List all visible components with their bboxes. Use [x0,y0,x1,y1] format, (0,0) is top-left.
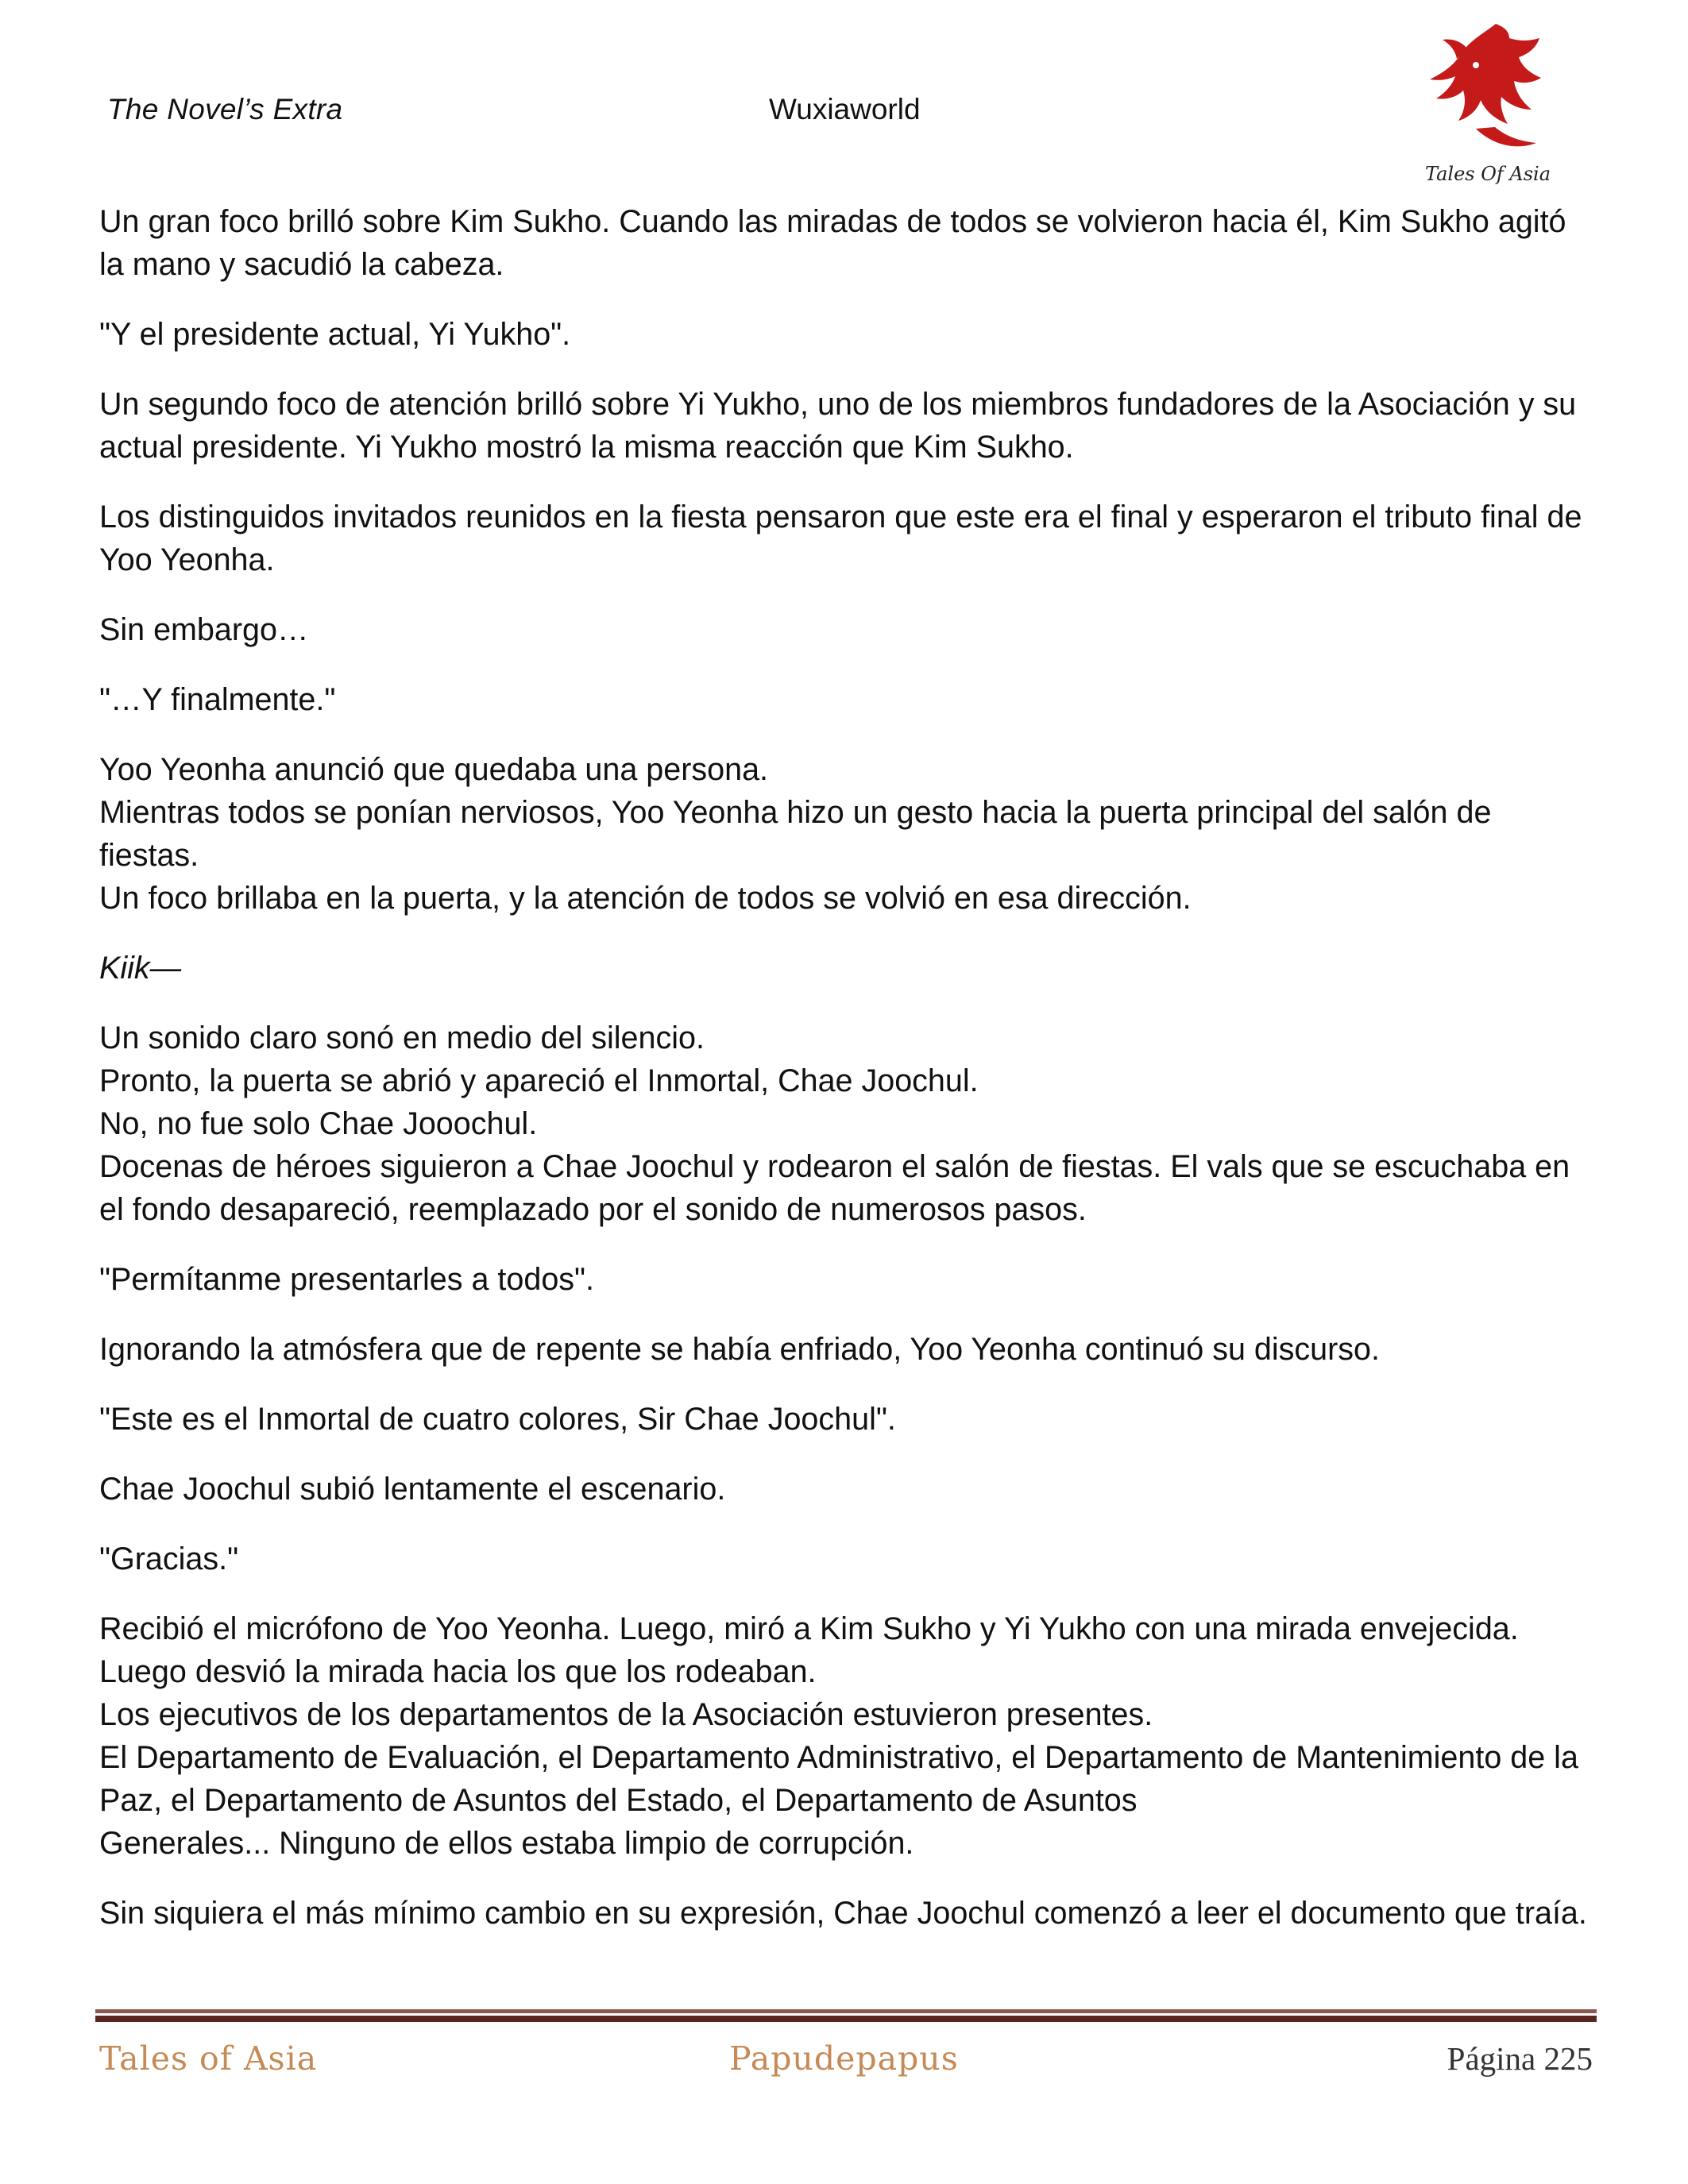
paragraph-line: "…Y finalmente." [99,682,336,717]
paragraph-line: Recibió el micrófono de Yoo Yeonha. Luego, miró a Kim Sukho y Yi Yukho con una mirada envejecida. Luego desvió la mirada hacia los que los rodeaban. [99,1611,1519,1689]
header-site-name: Wuxiaworld [769,93,921,125]
paragraph-line: Los ejecutivos de los departamentos de la Asociación estuvieron presentes. [99,1697,1153,1732]
paragraph [99,1258,1593,1301]
footer-divider [95,2009,1597,2024]
chapter-body [99,200,1593,1962]
paragraph-line: Kiik— [99,951,182,986]
paragraph-line: El Departamento de Evaluación, el Departamento Administrativo, el Departamento de Mantenimiento de la Paz, el Departamento de Asuntos del Estado, el Departamento de Asuntos [99,1740,1578,1818]
footer-divider-line-bottom [95,2016,1597,2022]
paragraph-line: Pronto, la puerta se abrió y apareció el Inmortal, Chae Joochul. [99,1063,979,1098]
paragraph-line: Docenas de héroes siguieron a Chae Joochul y rodearon el salón de fiestas. El vals que se escuchaba en el fondo desapareció, reemplazado por el sonido de numerosos pasos. [99,1149,1570,1227]
paragraph [99,608,1593,651]
paragraph-line: Un segundo foco de atención brilló sobre Yi Yukho, uno de los miembros fundadores de la Asociación y su actual presidente. Yi Yukho mostró la misma reacción que Kim Sukho. [99,387,1577,465]
paragraph [99,947,1593,990]
paragraph [99,1328,1593,1371]
paragraph [99,383,1593,469]
footer-divider-line-top [95,2009,1597,2013]
paragraph [99,313,1593,356]
paragraph-line: Chae Joochul subió lentamente el escenario. [99,1472,726,1507]
paragraph-line: "Permítanme presentarles a todos". [99,1262,595,1297]
paragraph [99,1538,1593,1580]
tales-of-asia-logo [1420,17,1555,188]
footer-translator: Papudepapus [729,2039,959,2078]
paragraph-line: "Y el presidente actual, Yi Yukho". [99,317,571,352]
footer-site-name: Tales of Asia [99,2039,318,2078]
paragraph-line: Ignorando la atmósfera que de repente se había enfriado, Yoo Yeonha continuó su discurso. [99,1332,1380,1367]
paragraph [99,748,1593,920]
paragraph-line: "Gracias." [99,1542,239,1576]
paragraph-line: Los distinguidos invitados reunidos en la fiesta pensaron que este era el final y esperaron el tributo final de Yoo Yeonha. [99,500,1582,577]
paragraph [99,1892,1593,1935]
red-dragon-icon [1430,24,1541,146]
paragraph [99,1398,1593,1441]
paragraph [99,1468,1593,1511]
page-number: Página 225 [1447,2040,1593,2077]
paragraph-line: Sin siquiera el más mínimo cambio en su expresión, Chae Joochul comenzó a leer el documento que traía. [99,1896,1587,1931]
paragraph-line: No, no fue solo Chae Jooochul. [99,1106,538,1141]
header-novel-title: The Novel’s Extra [107,93,343,125]
paragraph [99,496,1593,581]
paragraph-line: Generales... Ninguno de ellos estaba limpio de corrupción. [99,1826,914,1861]
paragraph-line: Un gran foco brilló sobre Kim Sukho. Cuando las miradas de todos se volvieron hacia él, Kim Sukho agitó la mano y sacudió la cabeza. [99,204,1566,282]
paragraph [99,200,1593,286]
paragraph [99,1017,1593,1231]
paragraph-line: Yoo Yeonha anunció que quedaba una persona. [99,752,769,787]
paragraph-line: Un foco brillaba en la puerta, y la atención de todos se volvió en esa dirección. [99,881,1192,916]
paragraph [99,678,1593,721]
logo-text: Tales Of Asia [1424,163,1551,185]
paragraph-line: Sin embargo… [99,612,309,647]
paragraph-line: Un sonido claro sonó en medio del silencio. [99,1021,705,1055]
paragraph-line: "Este es el Inmortal de cuatro colores, Sir Chae Joochul". [99,1402,896,1437]
paragraph-line: Mientras todos se ponían nerviosos, Yoo Yeonha hizo un gesto hacia la puerta principal del salón de fiestas. [99,795,1492,873]
paragraph [99,1607,1593,1865]
